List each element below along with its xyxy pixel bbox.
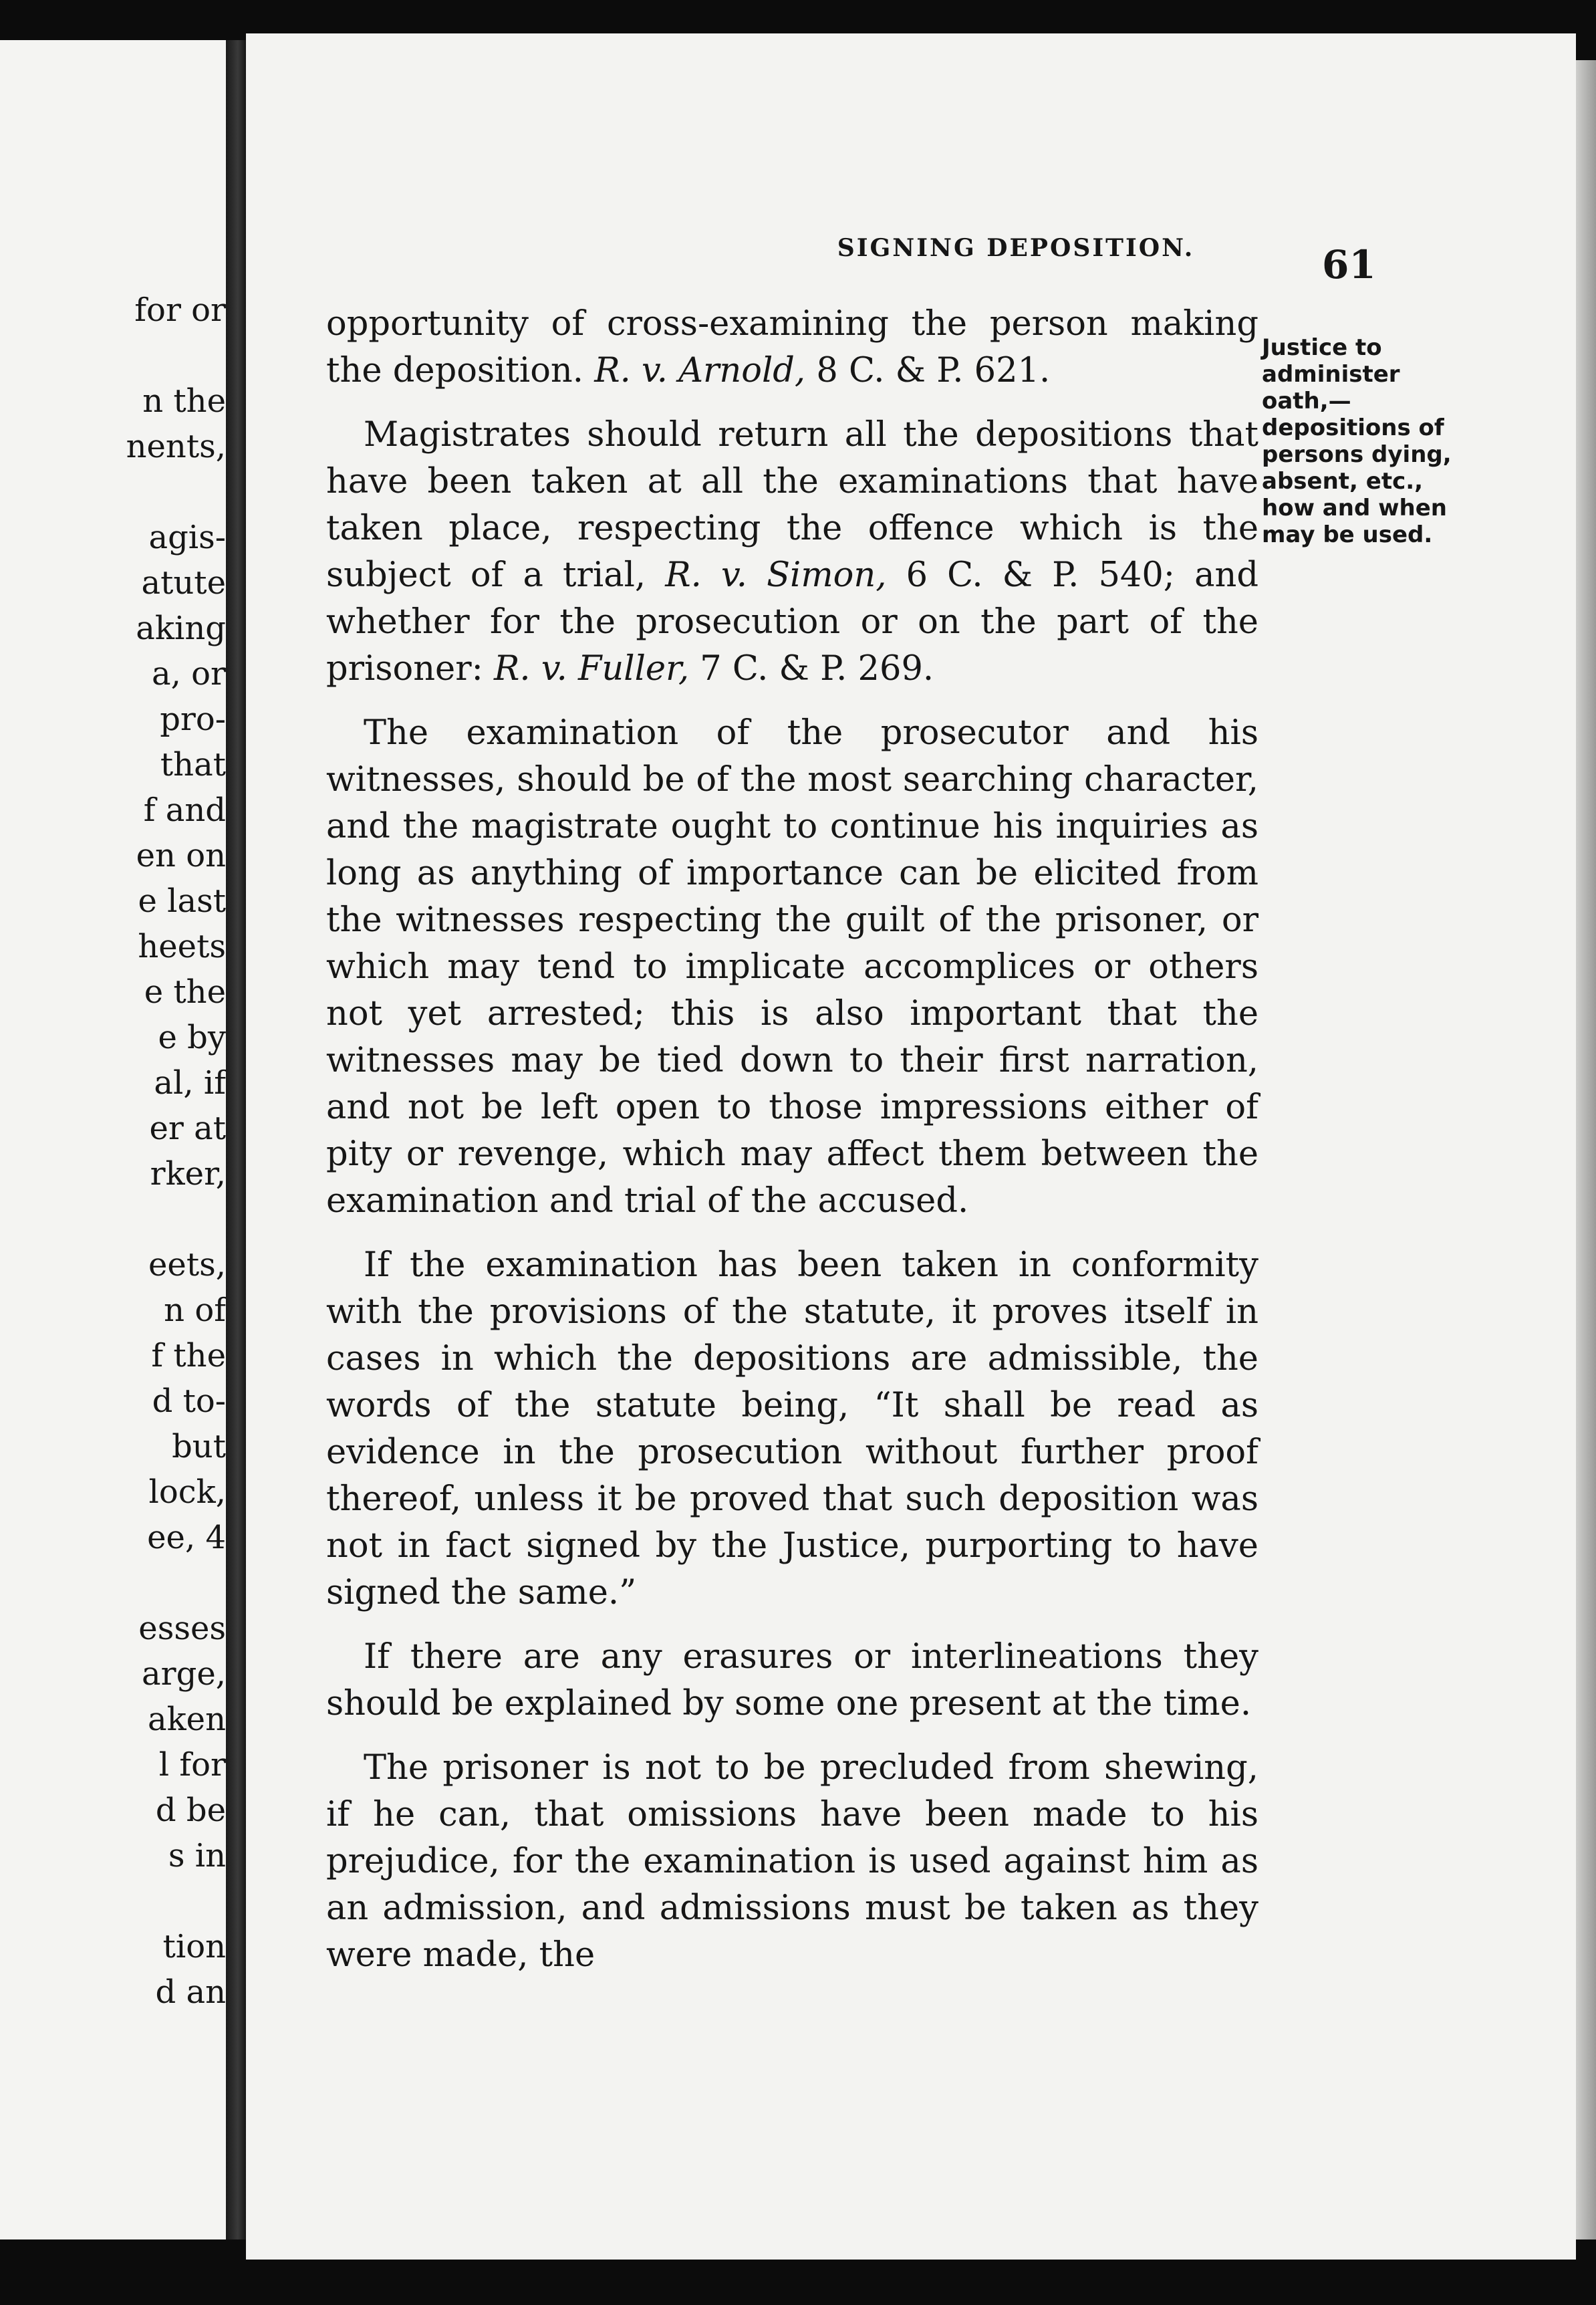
marginal-note: Justice to administer oath,—depositions of persons dying, absent, etc., how and when may be used. — [1262, 334, 1452, 548]
facing-page-line: d to- — [152, 1382, 226, 1420]
facing-page-line: lock, — [148, 1473, 226, 1511]
facing-page-line: l for — [158, 1746, 226, 1784]
page-number: 61 — [1322, 242, 1376, 287]
facing-page-line: e the — [144, 973, 226, 1011]
facing-page-line: f the — [151, 1337, 226, 1374]
facing-page-line: eets, — [148, 1246, 226, 1284]
paragraph-1: opportunity of cross-examining the person making the deposition. R. v. Arnold, 8 C. & P. 621. — [326, 304, 1258, 390]
facing-page-line: n of — [164, 1292, 226, 1329]
facing-page-line: d be — [155, 1792, 226, 1829]
paragraph-6: The prisoner is not to be precluded from shewing, if he can, that omissions have been made to his prejudice, for the examination is used against him as an admission, and admissions must be taken as they were made, the — [326, 1748, 1258, 1975]
facing-page-line: tion — [162, 1928, 226, 1965]
facing-page-line: n the — [142, 382, 226, 420]
facing-page-line: e last — [138, 882, 226, 920]
body-text — [326, 301, 1258, 1996]
facing-page-line: en on — [136, 837, 226, 874]
paragraph-4: If the examination has been taken in conformity with the provisions of the statute, it proves itself in cases in which the depositions are admissible, the words of the statute being, “It shall be read as evidence in the prosecution without further proof thereof, unless it be proved that such deposition was not in fact signed by the Justice, purporting to have signed the same.” — [326, 1245, 1258, 1612]
facing-page-line: heets — [138, 928, 226, 965]
paragraph-3: The examination of the prosecutor and his witnesses, should be of the most searching character, and the magistrate ought to continue his inquiries as long as anything of importance can be elicited from the witnesses respecting the guilt of the prisoner, or which may tend to implicate accomplices or others not yet arrested; this is also important that the witnesses may be tied down to their first narration, and not be left open to those impressions either of pity or revenge, which may affect them between the examination and trial of the accused. — [326, 713, 1258, 1221]
facing-page-line: pro- — [160, 701, 226, 738]
facing-page-line: esses — [138, 1610, 226, 1647]
running-head: SIGNING DEPOSITION. — [837, 234, 1195, 262]
facing-page-line: nents, — [126, 428, 226, 465]
facing-page-line: rker, — [150, 1155, 226, 1193]
facing-page-line: er at — [149, 1110, 226, 1147]
facing-page-line: aken — [147, 1701, 226, 1738]
facing-page-fragment — [0, 40, 230, 2239]
book-page — [246, 33, 1576, 2260]
facing-page-line: aking — [136, 610, 226, 647]
case-citation: R. v. Fuller, — [494, 649, 690, 689]
facing-page-line: s in — [168, 1837, 226, 1874]
case-citation: R. v. Simon, — [665, 556, 887, 595]
facing-page-line: d an — [155, 1973, 226, 2011]
page-edge — [1576, 60, 1596, 2239]
facing-page-line: but — [172, 1428, 226, 1465]
book-gutter — [226, 40, 246, 2239]
facing-page-line: atute — [141, 564, 226, 602]
facing-page-line: agis- — [148, 519, 226, 556]
facing-page-line: al, if — [154, 1064, 226, 1102]
facing-page-line: that — [160, 746, 226, 783]
case-citation: R. v. Arnold, — [594, 351, 806, 390]
facing-page-line: for or — [134, 291, 226, 329]
facing-page-line: f and — [143, 792, 226, 829]
facing-page-line: arge, — [142, 1655, 226, 1693]
facing-page-line: a, or — [152, 655, 226, 693]
facing-page-line: e by — [158, 1019, 226, 1056]
paragraph-2: Magistrates should return all the depositions that have been taken at all the examinations that have taken place, respecting the offence which is the subject of a trial, R. v. Simon, 6 C. & P. 540; and whether for the prosecution or on the part of the prisoner: R. v. Fuller, 7 C. & P. 269. — [326, 415, 1258, 689]
paragraph-5: If there are any erasures or interlineations they should be explained by some one present at the time. — [326, 1637, 1258, 1723]
facing-page-line: ee, 4 — [147, 1519, 226, 1556]
